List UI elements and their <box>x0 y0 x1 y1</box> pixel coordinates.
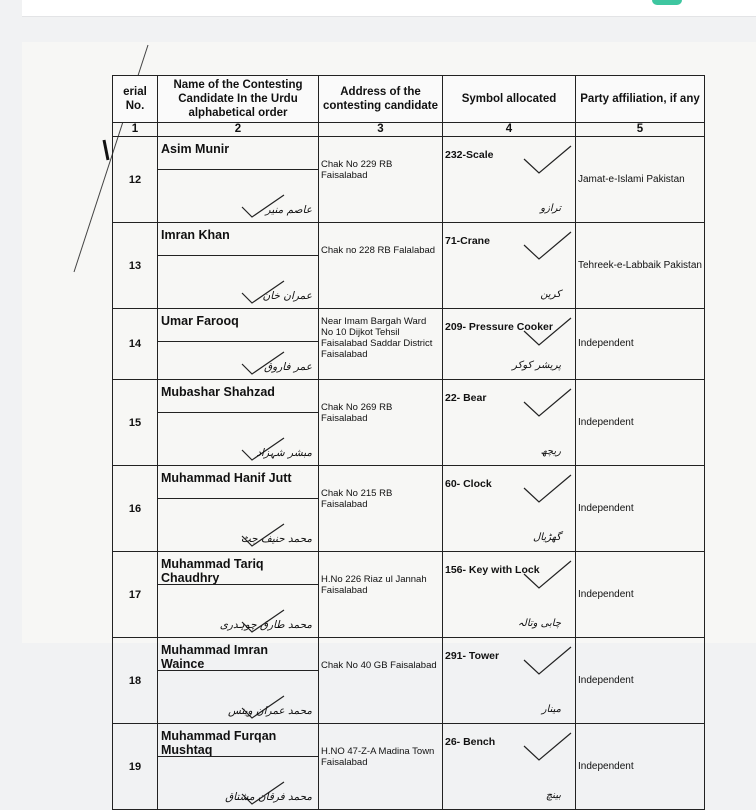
signature-line <box>158 584 318 585</box>
candidate-name-urdu: محمد طارق چوہدری <box>219 619 312 631</box>
candidate-address: H.NO 47-Z-A Madina Town Faisalabad <box>319 724 443 810</box>
symbol-urdu: بینچ <box>545 790 561 801</box>
symbol-allocated: 60- Clock <box>445 478 492 490</box>
party-affiliation: Independent <box>576 552 705 638</box>
symbol-allocated: 26- Bench <box>445 736 496 748</box>
symbol-allocated: 22- Bear <box>445 392 487 404</box>
tick-mark-icon <box>521 730 573 764</box>
party-affiliation: Independent <box>576 638 705 724</box>
header-row <box>113 76 705 123</box>
tick-mark-icon <box>521 558 573 592</box>
candidate-name: Asim Munir <box>161 142 230 156</box>
header-serial: erial No. <box>113 76 158 123</box>
symbol-cell <box>443 638 576 724</box>
candidate-address: Chak no 228 RB Falalabad <box>319 223 443 309</box>
serial-number: 12 <box>113 137 158 223</box>
post-badge <box>652 0 682 5</box>
symbol-urdu: چابی وتالہ <box>517 618 561 629</box>
header-party: Party affiliation, if any <box>576 76 705 123</box>
tick-mark-icon <box>521 229 573 263</box>
party-affiliation: Independent <box>576 380 705 466</box>
candidate-name-urdu: محمد حنیف جٹ <box>240 533 312 545</box>
signature-line <box>158 412 318 413</box>
document-image-card[interactable] <box>22 42 756 803</box>
candidate-name: Muhammad Hanif Jutt <box>161 471 292 485</box>
party-affiliation: Independent <box>576 466 705 552</box>
symbol-cell <box>443 309 576 380</box>
candidate-address: Chak No 229 RB Faisalabad <box>319 137 443 223</box>
header-symbol: Symbol allocated <box>443 76 576 123</box>
symbol-cell <box>443 380 576 466</box>
signature-line <box>158 670 318 671</box>
candidate-name: Muhammad Tariq Chaudhry <box>161 557 264 585</box>
symbol-allocated: 209- Pressure Cooker <box>445 321 553 333</box>
symbol-urdu: ریچھ <box>540 446 561 457</box>
candidate-name-cell <box>158 137 319 223</box>
candidate-name-urdu: عمران خان <box>262 290 312 302</box>
party-affiliation: Independent <box>576 309 705 380</box>
candidate-name-cell <box>158 223 319 309</box>
candidate-row <box>113 552 705 638</box>
candidate-address: Chak No 269 RB Faisalabad <box>319 380 443 466</box>
symbol-cell <box>443 552 576 638</box>
serial-number: 18 <box>113 638 158 724</box>
candidate-row <box>113 137 705 223</box>
serial-number: 17 <box>113 552 158 638</box>
tick-mark-icon <box>521 386 573 420</box>
tick-mark-icon <box>521 644 573 678</box>
candidate-name: Muhammad Imran Waince <box>161 643 268 671</box>
candidate-name-urdu: مبشر شہزاد <box>256 447 312 459</box>
candidate-name-cell <box>158 309 319 380</box>
symbol-allocated: 156- Key with Lock <box>445 564 540 576</box>
candidate-address: Chak No 40 GB Faisalabad <box>319 638 443 724</box>
candidate-name: Mubashar Shahzad <box>161 385 275 399</box>
tick-mark-icon <box>521 472 573 506</box>
column-number: 3 <box>319 123 443 137</box>
symbol-urdu: گھڑیال <box>533 532 561 543</box>
candidate-name-cell <box>158 380 319 466</box>
candidate-name-urdu: محمد فرقان مشتاق <box>225 791 312 803</box>
party-affiliation: Independent <box>576 724 705 810</box>
column-number: 5 <box>576 123 705 137</box>
candidate-rows <box>113 137 705 810</box>
column-number-row <box>113 123 705 137</box>
previous-post-card <box>22 0 756 17</box>
symbol-urdu: مینار <box>541 704 561 715</box>
candidate-address: Near Imam Bargah Ward No 10 Dijkot Tehsil Faisalabad Saddar District Faisalabad <box>319 309 443 380</box>
symbol-cell <box>443 137 576 223</box>
serial-number: 19 <box>113 724 158 810</box>
candidate-address: Chak No 215 RB Faisalabad <box>319 466 443 552</box>
signature-line <box>158 169 318 170</box>
symbol-cell <box>443 466 576 552</box>
candidate-name-cell <box>158 552 319 638</box>
candidate-name-urdu: محمد عمران وینس <box>228 705 312 717</box>
signature-line <box>158 255 318 256</box>
signature-line <box>158 498 318 499</box>
candidate-name: Imran Khan <box>161 228 230 242</box>
candidate-name-cell <box>158 724 319 810</box>
candidate-row <box>113 223 705 309</box>
candidate-row <box>113 309 705 380</box>
candidate-name-urdu: عاصم منیر <box>265 204 312 216</box>
signature-line <box>158 341 318 342</box>
column-number: 1 <box>113 123 158 137</box>
serial-number: 16 <box>113 466 158 552</box>
tick-mark-icon <box>521 315 573 349</box>
candidate-name-cell <box>158 466 319 552</box>
symbol-cell <box>443 223 576 309</box>
tick-mark-icon <box>521 143 573 177</box>
symbol-allocated: 291- Tower <box>445 650 500 662</box>
symbol-urdu: کرین <box>540 289 561 300</box>
candidate-name-urdu: عمر فاروق <box>264 361 312 373</box>
symbol-allocated: 232-Scale <box>445 149 494 161</box>
candidate-address: H.No 226 Riaz ul Jannah Faisalabad <box>319 552 443 638</box>
symbol-allocated: 71-Crane <box>445 235 490 247</box>
serial-number: 13 <box>113 223 158 309</box>
symbol-urdu: پریشر کوکر <box>512 360 561 371</box>
candidate-row <box>113 380 705 466</box>
symbol-urdu: ترازو <box>540 203 561 214</box>
candidate-row <box>113 638 705 724</box>
serial-number: 14 <box>113 309 158 380</box>
symbol-cell <box>443 724 576 810</box>
candidate-name-cell <box>158 638 319 724</box>
header-name: Name of the Contesting Candidate In the Urdu alphabetical order <box>158 76 319 123</box>
candidate-name: Umar Farooq <box>161 314 239 328</box>
candidate-row <box>113 466 705 552</box>
candidate-row <box>113 724 705 810</box>
party-affiliation: Jamat-e-Islami Pakistan <box>576 137 705 223</box>
column-number: 2 <box>158 123 319 137</box>
signature-line <box>158 756 318 757</box>
column-number: 4 <box>443 123 576 137</box>
party-affiliation: Tehreek-e-Labbaik Pakistan <box>576 223 705 309</box>
header-address: Address of the contesting candidate <box>319 76 443 123</box>
candidate-name: Muhammad Furqan Mushtaq <box>161 729 277 757</box>
candidates-table <box>112 75 705 810</box>
serial-number: 15 <box>113 380 158 466</box>
